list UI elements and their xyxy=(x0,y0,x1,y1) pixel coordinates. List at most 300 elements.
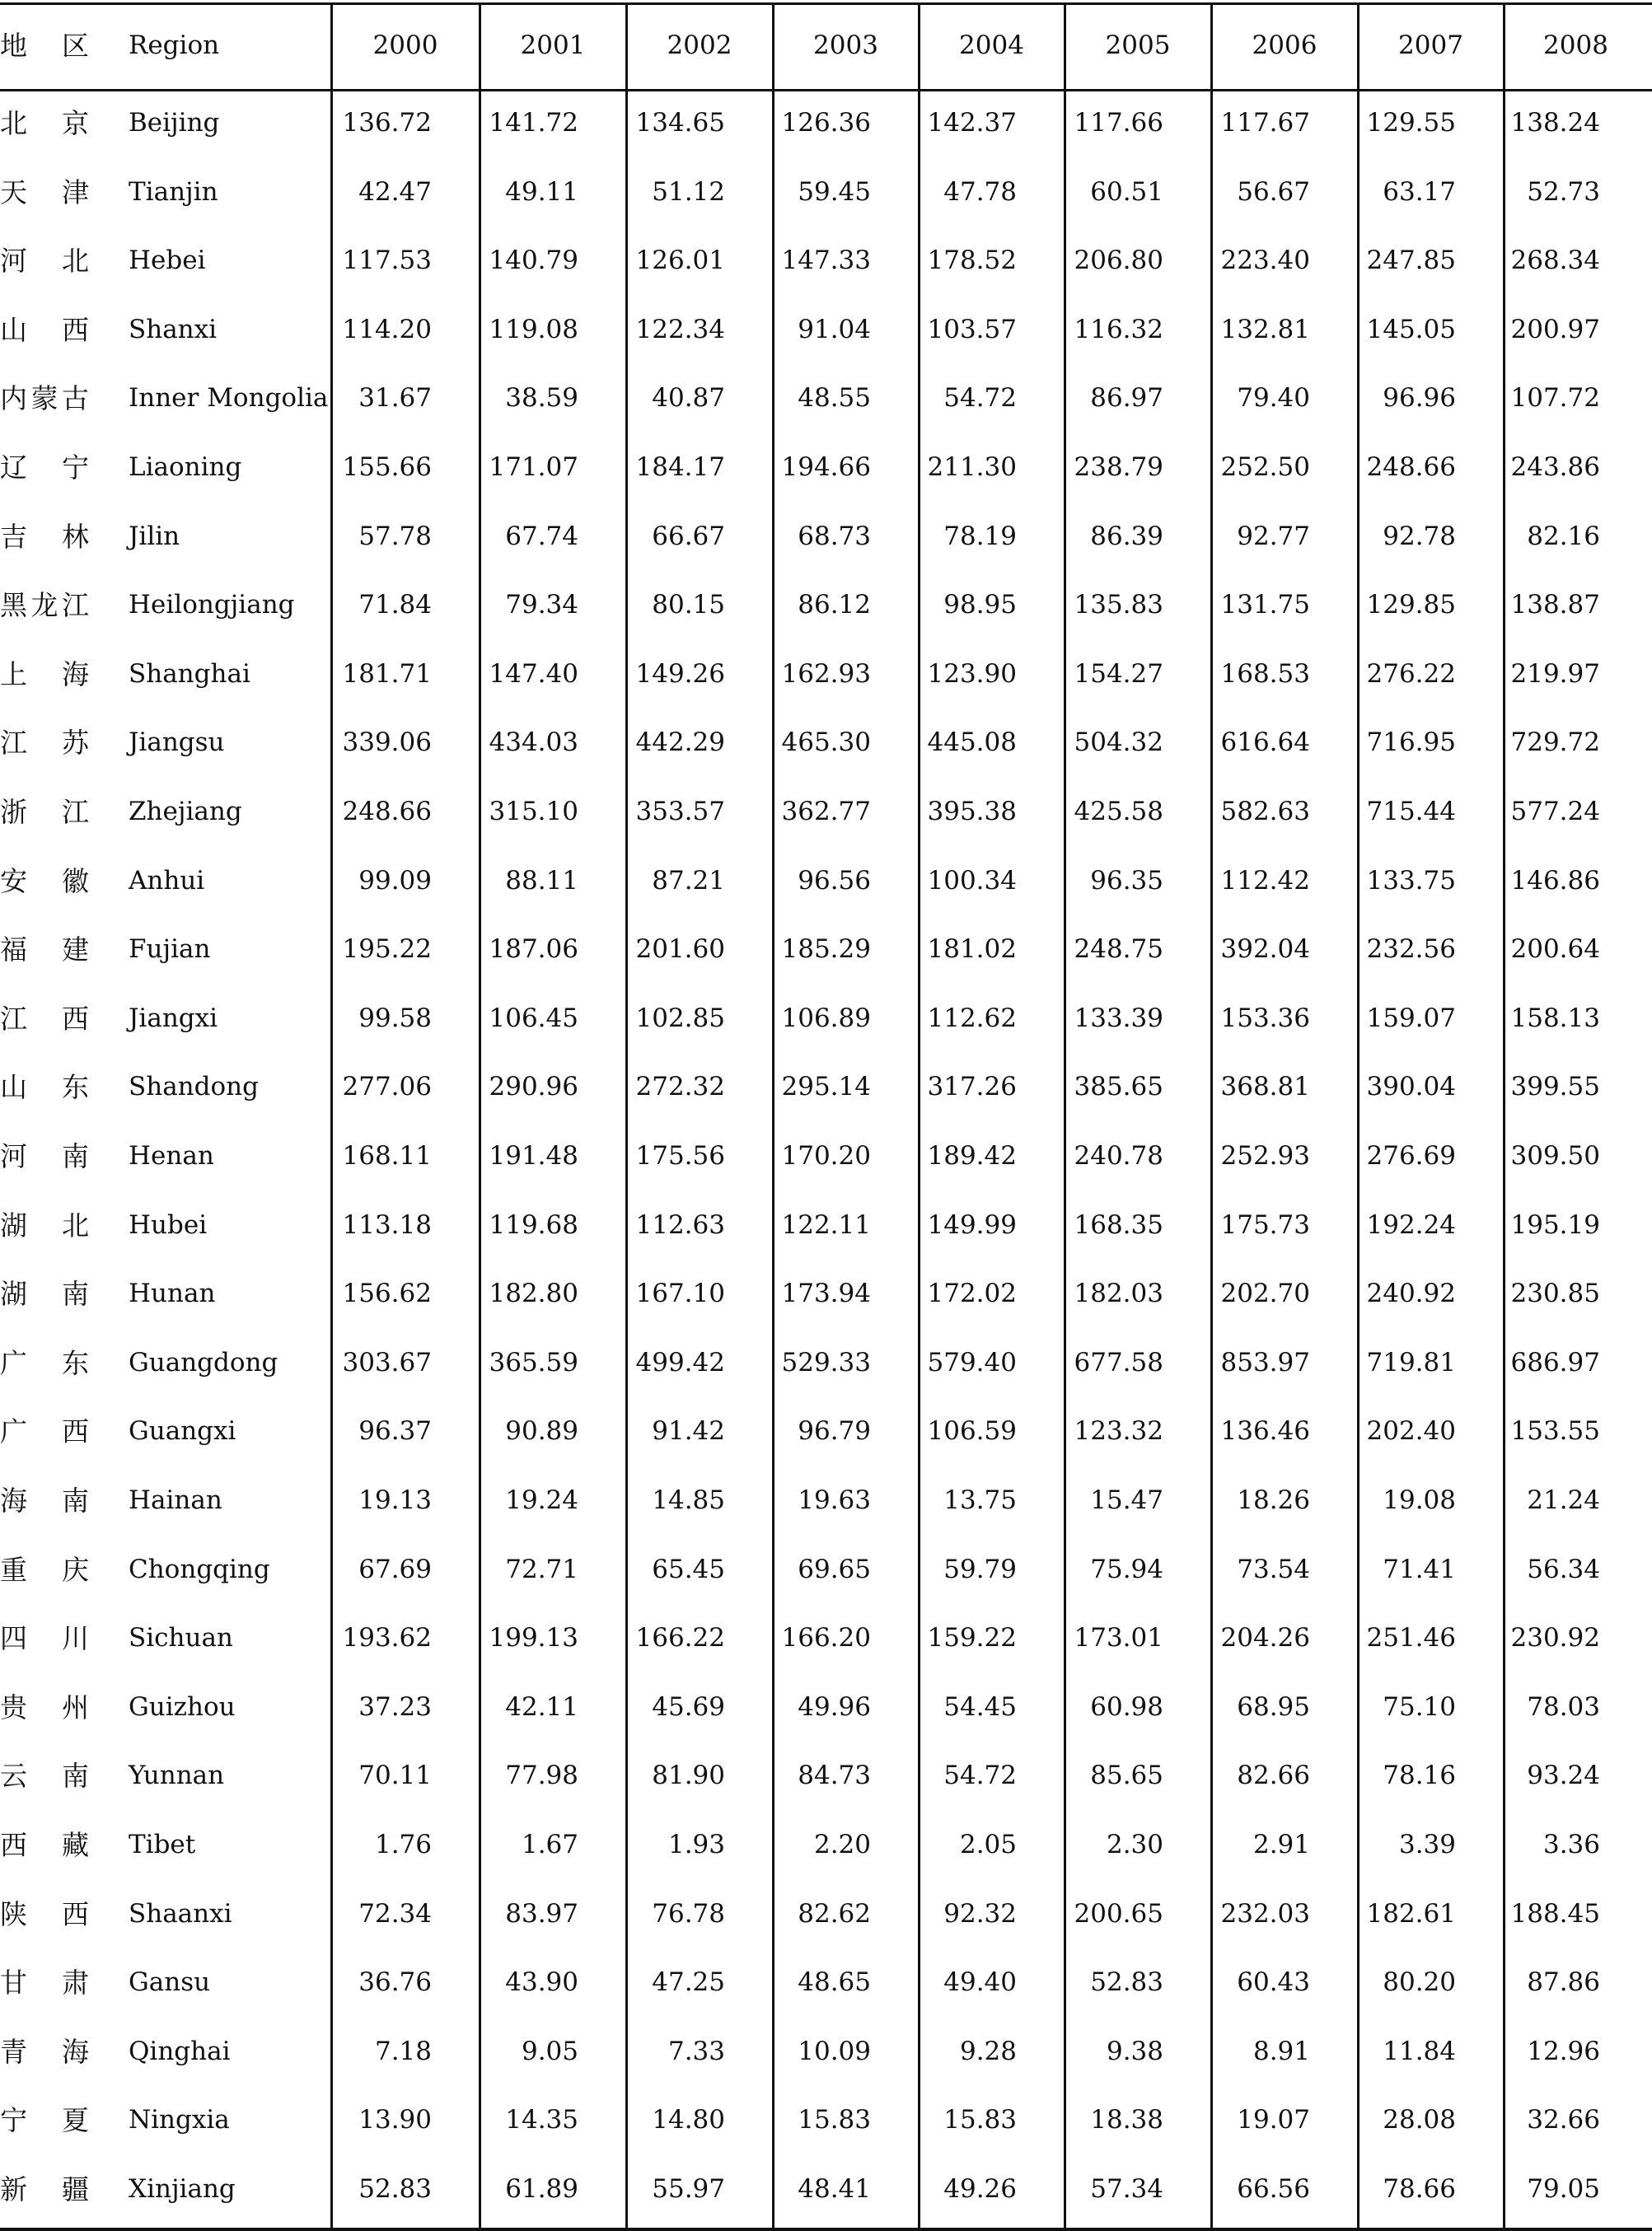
value-cell: 66.67 xyxy=(652,521,725,551)
value-cell: 191.48 xyxy=(489,1141,578,1171)
value-cell: 166.22 xyxy=(635,1623,725,1653)
value-cell: 119.68 xyxy=(489,1209,578,1240)
value-cell: 68.95 xyxy=(1237,1691,1310,1722)
value-cell: 106.45 xyxy=(489,1003,578,1033)
value-cell: 59.79 xyxy=(943,1554,1017,1584)
value-cell: 579.40 xyxy=(927,1347,1017,1377)
value-cell: 295.14 xyxy=(781,1072,871,1102)
value-cell: 138.24 xyxy=(1510,108,1600,138)
value-cell: 19.24 xyxy=(505,1485,578,1515)
value-cell: 232.56 xyxy=(1366,934,1456,965)
value-cell: 82.62 xyxy=(798,1898,871,1929)
value-cell: 251.46 xyxy=(1366,1623,1456,1653)
table-row xyxy=(0,1742,1652,1811)
table-row xyxy=(0,640,1652,709)
value-cell: 715.44 xyxy=(1366,797,1456,826)
value-cell: 67.69 xyxy=(358,1554,432,1584)
value-cell: 54.45 xyxy=(943,1691,1017,1722)
header-year: 2006 xyxy=(1252,30,1317,60)
value-cell: 248.66 xyxy=(1366,452,1456,482)
value-cell: 102.85 xyxy=(635,1003,725,1033)
value-cell: 202.70 xyxy=(1220,1279,1310,1309)
value-cell: 147.40 xyxy=(489,658,578,689)
value-cell: 96.79 xyxy=(798,1416,871,1447)
value-cell: 13.75 xyxy=(943,1485,1017,1515)
value-cell: 79.40 xyxy=(1237,383,1310,414)
value-cell: 57.34 xyxy=(1090,2174,1163,2204)
value-cell: 582.63 xyxy=(1220,797,1310,826)
value-cell: 82.16 xyxy=(1527,521,1600,551)
region-name-zh: 辽 宁 xyxy=(0,451,89,484)
value-cell: 116.32 xyxy=(1074,314,1163,344)
value-cell: 80.15 xyxy=(652,590,725,620)
value-cell: 7.18 xyxy=(374,2036,432,2066)
value-cell: 686.97 xyxy=(1510,1347,1600,1377)
value-cell: 36.76 xyxy=(358,1967,432,1998)
value-cell: 243.86 xyxy=(1510,452,1600,482)
value-cell: 43.90 xyxy=(505,1967,578,1998)
value-cell: 96.56 xyxy=(798,865,871,896)
value-cell: 37.23 xyxy=(358,1691,432,1722)
table-row xyxy=(0,1053,1652,1122)
table-row xyxy=(0,364,1652,433)
table-row xyxy=(0,1948,1652,2018)
value-cell: 92.77 xyxy=(1237,521,1310,551)
value-cell: 71.84 xyxy=(358,590,432,620)
value-cell: 315.10 xyxy=(489,797,578,826)
region-name-zh: 黑龙江 xyxy=(0,589,89,622)
value-cell: 173.01 xyxy=(1074,1623,1163,1653)
table-row xyxy=(0,2018,1652,2087)
value-cell: 716.95 xyxy=(1366,727,1456,758)
value-cell: 172.02 xyxy=(927,1279,1017,1309)
value-cell: 9.28 xyxy=(959,2036,1017,2066)
value-cell: 184.17 xyxy=(635,452,725,482)
value-cell: 158.13 xyxy=(1510,1003,1600,1033)
region-name-en: Inner Mongolia xyxy=(129,383,329,414)
value-cell: 395.38 xyxy=(927,797,1017,826)
value-cell: 78.03 xyxy=(1527,1691,1600,1722)
value-cell: 93.24 xyxy=(1527,1761,1600,1791)
value-cell: 365.59 xyxy=(489,1347,578,1377)
value-cell: 47.78 xyxy=(943,176,1017,207)
table-row xyxy=(0,915,1652,985)
value-cell: 98.95 xyxy=(943,590,1017,620)
table-row xyxy=(0,1122,1652,1191)
value-cell: 276.22 xyxy=(1366,658,1456,689)
table-row xyxy=(0,89,1652,158)
value-cell: 112.62 xyxy=(927,1003,1017,1033)
header-year: 2007 xyxy=(1398,30,1463,60)
value-cell: 178.52 xyxy=(927,246,1017,276)
value-cell: 126.36 xyxy=(781,108,871,138)
value-cell: 434.03 xyxy=(489,727,578,758)
value-cell: 112.63 xyxy=(635,1209,725,1240)
value-cell: 1.67 xyxy=(521,1830,578,1859)
value-cell: 54.72 xyxy=(943,1761,1017,1791)
region-name-en: Ningxia xyxy=(129,2105,230,2135)
table-row xyxy=(0,433,1652,503)
value-cell: 70.11 xyxy=(358,1761,432,1791)
value-cell: 86.97 xyxy=(1090,383,1163,414)
value-cell: 99.58 xyxy=(358,1003,432,1033)
value-cell: 135.83 xyxy=(1074,590,1163,620)
region-name-zh: 西 藏 xyxy=(0,1829,89,1861)
table-row xyxy=(0,2155,1652,2224)
header-year: 2001 xyxy=(520,30,586,60)
value-cell: 188.45 xyxy=(1510,1898,1600,1929)
value-cell: 52.73 xyxy=(1527,176,1600,207)
value-cell: 399.55 xyxy=(1510,1072,1600,1102)
value-cell: 368.81 xyxy=(1220,1072,1310,1102)
value-cell: 146.86 xyxy=(1510,865,1600,896)
value-cell: 57.78 xyxy=(358,521,432,551)
value-cell: 154.27 xyxy=(1074,658,1163,689)
region-name-zh: 河 北 xyxy=(0,245,89,278)
value-cell: 45.69 xyxy=(652,1691,725,1722)
value-cell: 3.39 xyxy=(1398,1830,1456,1859)
value-cell: 317.26 xyxy=(927,1072,1017,1102)
value-cell: 182.03 xyxy=(1074,1279,1163,1309)
value-cell: 19.63 xyxy=(798,1485,871,1515)
value-cell: 96.37 xyxy=(358,1416,432,1447)
value-cell: 223.40 xyxy=(1220,246,1310,276)
value-cell: 12.96 xyxy=(1527,2036,1600,2066)
value-cell: 339.06 xyxy=(342,727,432,758)
value-cell: 202.40 xyxy=(1366,1416,1456,1447)
value-cell: 577.24 xyxy=(1510,797,1600,826)
value-cell: 171.07 xyxy=(489,452,578,482)
value-cell: 92.32 xyxy=(943,1898,1017,1929)
value-cell: 1.76 xyxy=(374,1830,432,1859)
value-cell: 71.41 xyxy=(1383,1554,1456,1584)
value-cell: 19.08 xyxy=(1383,1485,1456,1515)
table-row xyxy=(0,709,1652,778)
value-cell: 719.81 xyxy=(1366,1347,1456,1377)
value-cell: 60.98 xyxy=(1090,1691,1163,1722)
table-row xyxy=(0,1466,1652,1536)
value-cell: 32.66 xyxy=(1527,2105,1600,2135)
value-cell: 61.89 xyxy=(505,2174,578,2204)
value-cell: 230.92 xyxy=(1510,1623,1600,1653)
value-cell: 247.85 xyxy=(1366,246,1456,276)
value-cell: 499.42 xyxy=(635,1347,725,1377)
header-year: 2002 xyxy=(667,30,732,60)
value-cell: 149.26 xyxy=(635,658,725,689)
value-cell: 69.65 xyxy=(798,1554,871,1584)
region-name-zh: 广 东 xyxy=(0,1346,89,1379)
value-cell: 67.74 xyxy=(505,521,578,551)
region-name-zh: 浙 江 xyxy=(0,796,89,828)
value-cell: 14.35 xyxy=(505,2105,578,2135)
value-cell: 219.97 xyxy=(1510,658,1600,689)
region-name-zh: 江 苏 xyxy=(0,727,89,760)
value-cell: 66.56 xyxy=(1237,2174,1310,2204)
value-cell: 122.11 xyxy=(781,1209,871,1240)
region-name-en: Jiangsu xyxy=(129,727,225,758)
value-cell: 153.55 xyxy=(1510,1416,1600,1447)
table-row xyxy=(0,571,1652,640)
bottom-rule xyxy=(0,2228,1652,2231)
value-cell: 276.69 xyxy=(1366,1141,1456,1171)
value-cell: 136.46 xyxy=(1220,1416,1310,1447)
value-cell: 390.04 xyxy=(1366,1072,1456,1102)
value-cell: 96.96 xyxy=(1383,383,1456,414)
value-cell: 55.97 xyxy=(652,2174,725,2204)
value-cell: 2.91 xyxy=(1252,1830,1310,1859)
value-cell: 425.58 xyxy=(1074,797,1163,826)
value-cell: 112.42 xyxy=(1220,865,1310,896)
table-row xyxy=(0,778,1652,847)
value-cell: 63.17 xyxy=(1383,176,1456,207)
region-name-en: Guangdong xyxy=(129,1347,278,1377)
value-cell: 72.34 xyxy=(358,1898,432,1929)
value-cell: 19.13 xyxy=(358,1485,432,1515)
header-year: 2000 xyxy=(372,30,438,60)
region-name-zh: 福 建 xyxy=(0,933,89,966)
region-name-en: Tianjin xyxy=(129,176,218,207)
value-cell: 117.66 xyxy=(1074,108,1163,138)
value-cell: 117.67 xyxy=(1220,108,1310,138)
value-cell: 47.25 xyxy=(652,1967,725,1998)
value-cell: 159.22 xyxy=(927,1623,1017,1653)
value-cell: 91.42 xyxy=(652,1416,725,1447)
value-cell: 78.19 xyxy=(943,521,1017,551)
value-cell: 85.65 xyxy=(1090,1761,1163,1791)
value-cell: 107.72 xyxy=(1510,383,1600,414)
table-row xyxy=(0,1260,1652,1329)
value-cell: 28.08 xyxy=(1383,2105,1456,2135)
value-cell: 86.12 xyxy=(798,590,871,620)
region-name-en: Hubei xyxy=(129,1209,208,1240)
value-cell: 49.96 xyxy=(798,1691,871,1722)
value-cell: 206.80 xyxy=(1074,246,1163,276)
value-cell: 99.09 xyxy=(358,865,432,896)
value-cell: 133.39 xyxy=(1074,1003,1163,1033)
value-cell: 7.33 xyxy=(667,2036,725,2066)
value-cell: 48.55 xyxy=(798,383,871,414)
region-name-zh: 山 东 xyxy=(0,1071,89,1104)
region-name-zh: 北 京 xyxy=(0,107,89,139)
region-name-en: Hunan xyxy=(129,1279,216,1309)
value-cell: 248.75 xyxy=(1074,934,1163,965)
value-cell: 199.13 xyxy=(489,1623,578,1653)
value-cell: 204.26 xyxy=(1220,1623,1310,1653)
value-cell: 11.84 xyxy=(1383,2036,1456,2066)
value-cell: 1.93 xyxy=(667,1830,725,1859)
value-cell: 729.72 xyxy=(1510,727,1600,758)
region-name-zh: 云 南 xyxy=(0,1760,89,1793)
value-cell: 48.41 xyxy=(798,2174,871,2204)
value-cell: 2.30 xyxy=(1106,1830,1163,1859)
value-cell: 182.61 xyxy=(1366,1898,1456,1929)
value-cell: 15.83 xyxy=(943,2105,1017,2135)
table-row xyxy=(0,847,1652,916)
value-cell: 182.80 xyxy=(489,1279,578,1309)
value-cell: 303.67 xyxy=(342,1347,432,1377)
table-row xyxy=(0,1880,1652,1949)
value-cell: 9.05 xyxy=(521,2036,578,2066)
value-cell: 18.38 xyxy=(1090,2105,1163,2135)
value-cell: 362.77 xyxy=(781,797,871,826)
region-name-en: Shandong xyxy=(129,1072,259,1102)
region-name-zh: 贵 州 xyxy=(0,1691,89,1724)
value-cell: 134.65 xyxy=(635,108,725,138)
value-cell: 51.12 xyxy=(652,176,725,207)
value-cell: 90.89 xyxy=(505,1416,578,1447)
header-year: 2004 xyxy=(959,30,1024,60)
value-cell: 78.16 xyxy=(1383,1761,1456,1791)
header-region-en: Region xyxy=(129,30,220,60)
value-cell: 156.62 xyxy=(342,1279,432,1309)
region-name-en: Zhejiang xyxy=(129,797,242,826)
value-cell: 3.36 xyxy=(1542,1830,1600,1859)
value-cell: 162.93 xyxy=(781,658,871,689)
region-name-en: Jilin xyxy=(129,521,180,551)
value-cell: 129.85 xyxy=(1366,590,1456,620)
value-cell: 126.01 xyxy=(635,246,725,276)
value-cell: 87.21 xyxy=(652,865,725,896)
value-cell: 141.72 xyxy=(489,108,578,138)
value-cell: 59.45 xyxy=(798,176,871,207)
table-row xyxy=(0,1811,1652,1880)
region-name-zh: 江 西 xyxy=(0,1002,89,1035)
value-cell: 385.65 xyxy=(1074,1072,1163,1102)
region-name-zh: 陕 西 xyxy=(0,1897,89,1930)
value-cell: 159.07 xyxy=(1366,1003,1456,1033)
table-row xyxy=(0,296,1652,365)
table-row xyxy=(0,227,1652,296)
value-cell: 201.60 xyxy=(635,934,725,965)
value-cell: 853.97 xyxy=(1220,1347,1310,1377)
value-cell: 211.30 xyxy=(927,452,1017,482)
table-row xyxy=(0,1329,1652,1398)
value-cell: 238.79 xyxy=(1074,452,1163,482)
value-cell: 49.40 xyxy=(943,1967,1017,1998)
value-cell: 19.07 xyxy=(1237,2105,1310,2135)
value-cell: 240.92 xyxy=(1366,1279,1456,1309)
region-name-en: Shanghai xyxy=(129,658,250,689)
value-cell: 290.96 xyxy=(489,1072,578,1102)
value-cell: 353.57 xyxy=(635,797,725,826)
value-cell: 123.32 xyxy=(1074,1416,1163,1447)
table-row xyxy=(0,1397,1652,1466)
value-cell: 465.30 xyxy=(781,727,871,758)
value-cell: 52.83 xyxy=(1090,1967,1163,1998)
value-cell: 232.03 xyxy=(1220,1898,1310,1929)
value-cell: 48.65 xyxy=(798,1967,871,1998)
value-cell: 13.90 xyxy=(358,2105,432,2135)
value-cell: 82.66 xyxy=(1237,1761,1310,1791)
region-name-en: Yunnan xyxy=(129,1761,225,1791)
region-name-en: Liaoning xyxy=(129,452,242,482)
value-cell: 272.32 xyxy=(635,1072,725,1102)
value-cell: 21.24 xyxy=(1527,1485,1600,1515)
region-name-en: Hainan xyxy=(129,1485,222,1515)
table-row xyxy=(0,503,1652,572)
value-cell: 81.90 xyxy=(652,1761,725,1791)
value-cell: 181.02 xyxy=(927,934,1017,965)
value-cell: 504.32 xyxy=(1074,727,1163,758)
header-year: 2005 xyxy=(1105,30,1171,60)
region-name-en: Beijing xyxy=(129,108,220,138)
value-cell: 83.97 xyxy=(505,1898,578,1929)
value-cell: 136.72 xyxy=(342,108,432,138)
value-cell: 60.51 xyxy=(1090,176,1163,207)
region-name-zh: 海 南 xyxy=(0,1485,89,1517)
value-cell: 529.33 xyxy=(781,1347,871,1377)
value-cell: 145.05 xyxy=(1366,314,1456,344)
region-name-en: Fujian xyxy=(129,934,211,965)
value-cell: 72.71 xyxy=(505,1554,578,1584)
header-region-zh: 地 区 xyxy=(0,30,89,62)
value-cell: 106.89 xyxy=(781,1003,871,1033)
value-cell: 114.20 xyxy=(342,314,432,344)
value-cell: 142.37 xyxy=(927,108,1017,138)
value-cell: 268.34 xyxy=(1510,246,1600,276)
header-row xyxy=(0,12,1652,81)
value-cell: 86.39 xyxy=(1090,521,1163,551)
value-cell: 92.78 xyxy=(1383,521,1456,551)
value-cell: 103.57 xyxy=(927,314,1017,344)
value-cell: 147.33 xyxy=(781,246,871,276)
value-cell: 87.86 xyxy=(1527,1967,1600,1998)
value-cell: 38.59 xyxy=(505,383,578,414)
value-cell: 166.20 xyxy=(781,1623,871,1653)
value-cell: 77.98 xyxy=(505,1761,578,1791)
value-cell: 56.34 xyxy=(1527,1554,1600,1584)
value-cell: 106.59 xyxy=(927,1416,1017,1447)
value-cell: 230.85 xyxy=(1510,1279,1600,1309)
value-cell: 616.64 xyxy=(1220,727,1310,758)
region-name-zh: 安 徽 xyxy=(0,864,89,897)
region-name-en: Heilongjiang xyxy=(129,590,295,620)
value-cell: 10.09 xyxy=(798,2036,871,2066)
table-row xyxy=(0,158,1652,227)
value-cell: 149.99 xyxy=(927,1209,1017,1240)
value-cell: 123.90 xyxy=(927,658,1017,689)
value-cell: 68.73 xyxy=(798,521,871,551)
region-name-zh: 新 疆 xyxy=(0,2173,89,2205)
value-cell: 168.53 xyxy=(1220,658,1310,689)
region-name-en: Hebei xyxy=(129,246,206,276)
value-cell: 240.78 xyxy=(1074,1141,1163,1171)
value-cell: 445.08 xyxy=(927,727,1017,758)
value-cell: 100.34 xyxy=(927,865,1017,896)
value-cell: 79.05 xyxy=(1527,2174,1600,2204)
value-cell: 113.18 xyxy=(342,1209,432,1240)
region-name-zh: 甘 肃 xyxy=(0,1967,89,1999)
region-name-zh: 宁 夏 xyxy=(0,2104,89,2137)
region-name-en: Qinghai xyxy=(129,2036,231,2066)
table-row xyxy=(0,1604,1652,1673)
value-cell: 677.58 xyxy=(1074,1347,1163,1377)
value-cell: 277.06 xyxy=(342,1072,432,1102)
region-name-zh: 重 庆 xyxy=(0,1553,89,1586)
region-name-zh: 湖 北 xyxy=(0,1209,89,1242)
value-cell: 192.24 xyxy=(1366,1209,1456,1240)
value-cell: 309.50 xyxy=(1510,1141,1600,1171)
value-cell: 200.65 xyxy=(1074,1898,1163,1929)
value-cell: 200.97 xyxy=(1510,314,1600,344)
region-name-en: Tibet xyxy=(129,1830,196,1859)
value-cell: 14.80 xyxy=(652,2105,725,2135)
value-cell: 15.83 xyxy=(798,2105,871,2135)
value-cell: 133.75 xyxy=(1366,865,1456,896)
value-cell: 193.62 xyxy=(342,1623,432,1653)
value-cell: 140.79 xyxy=(489,246,578,276)
region-name-en: Anhui xyxy=(129,865,205,896)
